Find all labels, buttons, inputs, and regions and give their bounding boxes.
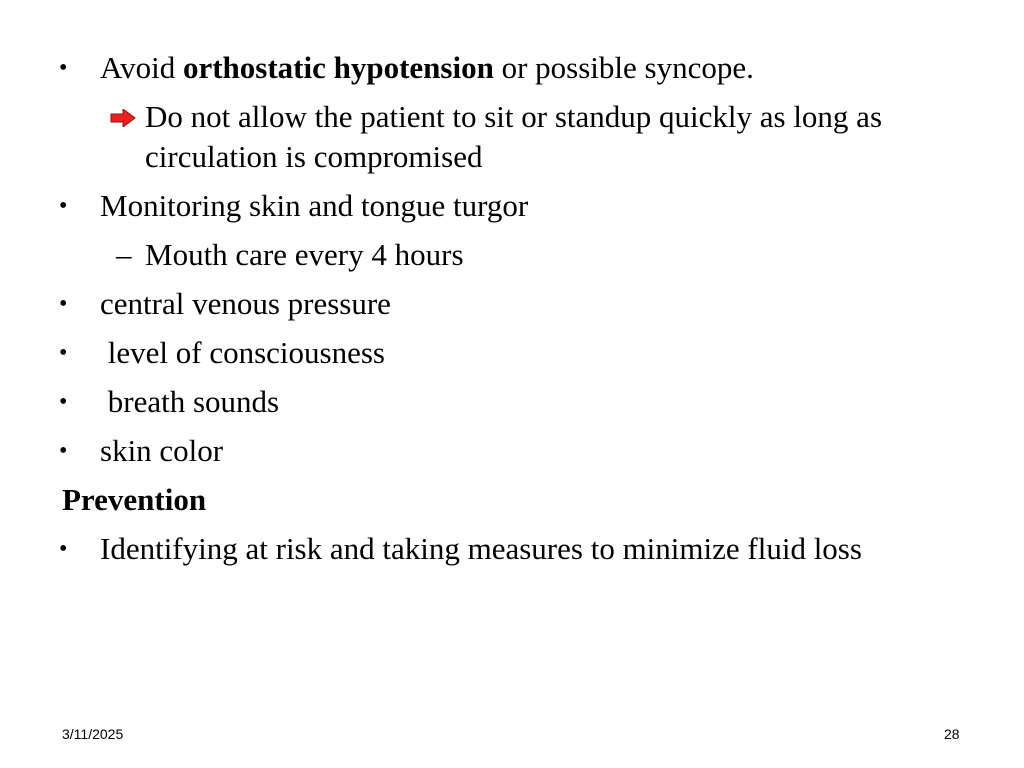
sub-item-text-line1: Do not allow the patient to sit or standup quickly as long as [145,99,883,134]
bullet-marker: • [59,291,68,317]
dash-marker: – [116,237,132,272]
bullet-text: Monitoring skin and tongue turgor [100,188,529,223]
bullet-marker: • [59,55,68,81]
bullet-text: breath sounds [100,384,280,419]
red-arrow-bullet-icon [110,109,136,127]
bullet-marker: • [59,536,68,562]
bullet-text: Avoid orthostatic hypotension or possible syncope. [100,50,754,85]
heading-text: Prevention [62,482,207,517]
bullet-marker: • [59,193,68,219]
bullet-text: skin color [100,433,224,468]
sub-item-text-line2: circulation is compromised [145,139,483,174]
footer-page-number: 28 [944,726,960,742]
bullet-text: Identifying at risk and taking measures to minimize fluid loss [100,531,862,566]
footer-date: 3/11/2025 [62,726,124,742]
bullet-marker: • [59,389,68,415]
bullet-marker: • [59,340,68,366]
bold-term: orthostatic hypotension [182,50,494,85]
bullet-marker: • [59,438,68,464]
sub-item-text: Mouth care every 4 hours [145,237,464,272]
bullet-text: central venous pressure [100,286,391,321]
bullet-text: level of consciousness [100,335,385,370]
